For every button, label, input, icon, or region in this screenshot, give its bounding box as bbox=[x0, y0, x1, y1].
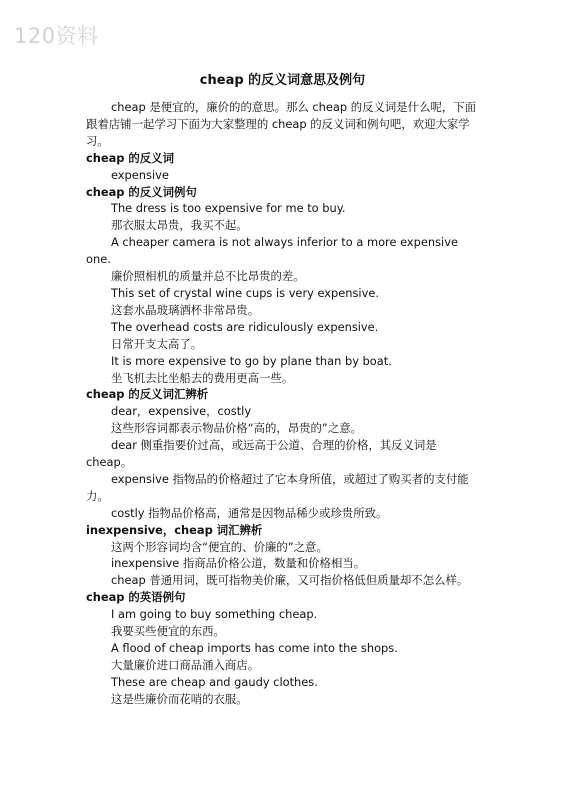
paragraph: 大量廉价进口商品涌入商店。 bbox=[111, 657, 260, 672]
paragraph: These are cheap and gaudy clothes. bbox=[111, 674, 318, 689]
paragraph: 廉价照相机的质量并总不比昂贵的差。 bbox=[111, 269, 305, 284]
paragraph: 这套水晶玻璃酒杯非常昂贵。 bbox=[111, 302, 260, 317]
paragraph: cheap 普通用词，既可指物美价廉，又可指价格低但质量却不怎么样。 bbox=[111, 573, 469, 588]
watermark-logo: 120资料 bbox=[14, 24, 99, 48]
section-heading: cheap 的反义词汇辨析 bbox=[86, 387, 209, 402]
paragraph: This set of crystal wine cups is very expensive. bbox=[111, 285, 379, 300]
page-title: cheap 的反义词意思及例句 bbox=[199, 73, 366, 88]
paragraph: dear 侧重指要价过高，或远高于公道、合理的价格，其反义词是 cheap。 bbox=[86, 438, 437, 470]
paragraph: 坐飞机去比坐船去的费用更高一些。 bbox=[111, 370, 294, 385]
paragraph: 我要买些便宜的东西。 bbox=[111, 624, 225, 639]
paragraph: 这两个形容词均含“便宜的、价廉的”之意。 bbox=[111, 539, 328, 554]
section-heading: inexpensive，cheap 词汇辨析 bbox=[86, 522, 263, 537]
paragraph: cheap 是便宜的，廉价的的意思。那么 cheap 的反义词是什么呢，下面跟着店铺一起学习下面为大家整理的 cheap 的反义词和例句吧，欢迎大家学习。 bbox=[86, 100, 477, 148]
paragraph: dear，expensive，costly bbox=[111, 404, 252, 419]
paragraph: costly 指物品价格高，通常是因物品稀少或珍贵所致。 bbox=[111, 505, 388, 520]
paragraph: 这些形容词都表示物品价格“高的，昂贵的”之意。 bbox=[111, 421, 363, 436]
paragraph: expensive bbox=[111, 167, 169, 182]
paragraph: expensive 指物品的价格超过了它本身所值，或超过了购买者的支付能力。 bbox=[86, 471, 469, 503]
paragraph: inexpensive 指商品价格公道，数量和价格相当。 bbox=[111, 556, 366, 571]
paragraph: 日常开支太高了。 bbox=[111, 336, 203, 351]
paragraph: A cheaper camera is not always inferior to a more expensive one. bbox=[86, 235, 458, 267]
paragraph: 这是些廉价而花哨的衣服。 bbox=[111, 691, 248, 706]
section-heading: cheap 的反义词 bbox=[86, 150, 174, 165]
section-heading: cheap 的反义词例句 bbox=[86, 184, 197, 199]
paragraph: A flood of cheap imports has come into the shops. bbox=[111, 641, 398, 655]
paragraph: The overhead costs are ridiculously expensive. bbox=[111, 319, 379, 334]
paragraph: I am going to buy something cheap. bbox=[111, 607, 318, 622]
document-body bbox=[86, 99, 482, 708]
paragraph: The dress is too expensive for me to buy. bbox=[111, 201, 346, 216]
paragraph: It is more expensive to go by plane than by boat. bbox=[111, 353, 392, 368]
paragraph: 那衣服太昂贵，我买不起。 bbox=[111, 218, 248, 233]
section-heading: cheap 的英语例句 bbox=[86, 590, 186, 605]
